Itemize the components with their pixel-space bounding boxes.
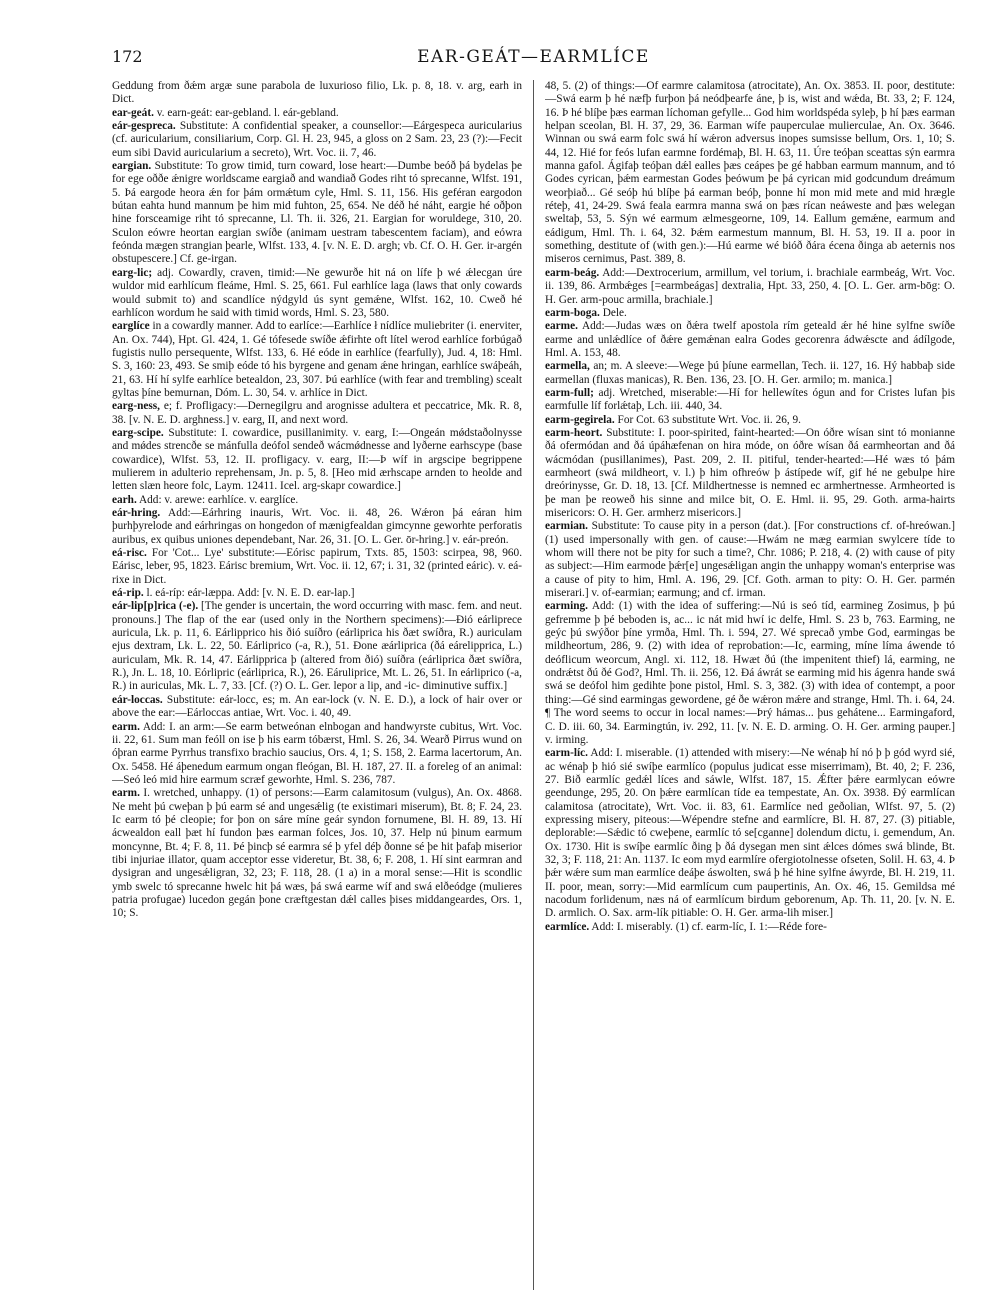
dictionary-entry (545, 360, 955, 387)
entry-text: I. wretched, unhappy. (1) of persons:—Earm calamitosum (vulgus), An. Ox. 4868. Ne meht þú cweþan þ þú earm sé and ungesǽlig (te existimari miserum), Bt. 8; F. 24, 23. Ic earm tó þé cleopie; for þon on sáre míne geár syndon fornumene, Bl. H. 89, 13. Hí ácwealdon eall þæt hí fundon þæs earman folces, Jos. 10, 37. Help nú þinum earmum moncynne, Bt. 4; F. 8, 11. Þé þincþ sé earmra sé þ yfel déþ ðonne sé þe hit þafaþ miserior tibi injuriae illator, quam acceptor esse videretur, Bt. 38, 6; F. 208, 1. Hí sint earmran and dysigran and ungesǽligran, 32, 23; F. 118, 28. (1 a) in a moral sense:—Hit is scondlic ymb swelc tó sprecanne hwelc hit þá wæs, þá swá earme wíf and swá elðeódge (mulieres patria profugae) lucedon gegán þone cræftgestan dǽl calles þises middangeardes, Ors. 1, 10; S. (112, 787, 523, 920)
entry-text: l. eá-ríp: eár-læppa. Add: [v. N. E. D. ear-lap.] (146, 587, 355, 600)
dictionary-entry (545, 921, 955, 934)
entry-headword: earming. (544, 600, 588, 613)
entry-headword: earm-líc. (544, 747, 588, 760)
entry-text: Add: (1) with the idea of suffering:—Nú is seó tíd, earmineg Zosimus, þ þú gefremme þ þé beboden is, ac... ic nát mid hwí ic delfe, Hml. S. 23 b, 763. Earming, ne geýc þú swýðor þíne yrmða, Hml. Th. i. 594, 27. Wé sprecað ymbe God, earmingas be mildheortum, 286, 9. (2) with idea of reprobation:—Ic, earming, míne líma áwende tó deóflicum weorcum, Angl. xi. 112, 18. Hwæt ðú (the impenitent thief) lá, earming, ne ondrǽtst ðú ðé God?, Hml. Th. ii. 256, 12. Ðá áwrát se earming mid his ágenra hande swá swá se deófol him gedihte þone pistol, Hml. S. 3, 382. (3) with idea of contempt, a poor thing:—Gé sind earmingas gewordene, gé ðe wǽron mǽre and strange, Hml. Th. i. 64, 24. ¶ The word seems to occur in local names:—Þrý hámas... þus gehátene... Earmingaford, C. D. iii. 60, 34. Earmingtún, iv. 292, 11. [v. N. E. D. arming. O. H. Ger. arming pauper.] v. irming. (544, 600, 955, 746)
dictionary-entry (545, 600, 955, 747)
dictionary-entry (545, 520, 955, 600)
running-head: EAR-GEÁT—EARMLÍCE (417, 47, 650, 67)
entry-text: in a cowardly manner. Add to earlíce:—Earhlíce ł nídlíce muliebriter (i. enerviter, An. Ox. 744), Hpt. Gl. 424, 1. Gé tófesede swíðe ǽfirhte oft lítel werod earhlíce forbúgað fugistis nullo persequente, Wlfst. 133, 6. Hé eóde in earhlíce (fearfully), Jud. 4, 18: Hml. S. 3, 160: 23, 493. Se smiþ eóde tó his byrgene and genam ǽne hringan, earhlíce swáþeáh, 21, 63. Hí hí sylfe earhlíce betealdon, 23, 307. Þú earhlíce (with fear and trembling) scealt gyltas þíne bemurnan, Dóm. L. 30, 54. v. arhlíce in Dict. (112, 320, 523, 399)
entry-text: Substitute: To cause pity in a person (dat.). [For constructions cf. of-hreówan.] (1) used impersonally with gen. of cause:—Hwám ne mæg earmian swylcere tíde to whom will there not be pity for such a time?, Chr. 1086; P. 218, 4. (2) with cause of pity as subject:—Him earmode þǽr[e] ungesǽligan angin the unhappy woman's enterprise was a cause of pity to him, Hml. A. 196, 29. [Cf. Goth. arman to pity: O. H. Ger. parmén miserari.] v. of-earmian; earmung; and cf. irman. (544, 520, 955, 600)
dictionary-entry (545, 267, 955, 307)
entry-text: For 'Cot... Lye' substitute:—Eórisc papirum, Txts. 85, 1503: scirpea, 98, 960. Eárisc, leber, 95, 1823. Eárisc bremium, Wrt. Voc. ii. 12, 67; i. 31, 32 (printed eáric). v. eá-rixe in Dict. (112, 547, 523, 586)
entry-text: Add: I. miserably. (1) cf. earm-líc, I. 1:—Réde fore- (591, 920, 827, 933)
left-column (112, 80, 522, 1290)
dictionary-entry (112, 107, 522, 120)
entry-headword: ear-geát. (112, 106, 154, 119)
dictionary-entry (545, 747, 955, 920)
entry-headword: eár-lip[p]rica (-e). (112, 600, 199, 613)
entry-text: Geddung from ðǽm argæ sune parabola de luxurioso filio, Lk. p. 8, 18. v. arg, earh in Dict. (112, 80, 523, 106)
entry-text: v. earn-geát: ear-gebland. l. eár-gebland. (156, 106, 339, 119)
entry-headword: eá-risc. (112, 547, 147, 560)
column-rule (533, 80, 534, 1290)
dictionary-entry (545, 427, 955, 520)
entry-text: Add:—Dextrocerium, armillum, vel torium, i. brachiale earmbeág, Wrt. Voc. ii. 139, 86. Armbǽges [=earmbeágas] dextralia, Hpt. 33, 250, 4. [O. L. Ger. arm-bōg: O. H. Ger. arm-pouc armilla, brachiale.] (544, 266, 955, 306)
dictionary-entry (112, 721, 522, 788)
dictionary-entry (112, 160, 522, 267)
entry-text: Substitute: To grow timid, turn coward, lose heart:—Dumbe beóð þá bydelas þe for ege oððe ǽnigre worldscame eargiað and wandiað Godes riht tó sprecanne, Wlfst. 191, 5. Þá eargode heora ǽn for þám ormǽtum cyle, Hml. S. 11, 156. His geféran eargodon bútan eahta hund mannum þe him mid fuhton, 25, 654. Ne déð hé náht, eargie hé oðþon hine forsceamige riht tó sprecanne, Ll. Th. ii. 326, 21. Eargian for woruldege, 310, 20. Sculon eówre heortan eargian swíðe (animam uestram tabescentem faciam), and eówra feónda mægen strangian þearle, Wlfst. 133, 4. [v. N. E. D. argh; vb. Cf. O. H. Ger. ir-argén obstupescere.] Cf. ge-irgan. (112, 160, 523, 266)
dictionary-entry (545, 320, 955, 360)
dictionary-entry (112, 80, 522, 107)
dictionary-entry (545, 307, 955, 320)
page-number: 172 (112, 47, 143, 66)
dictionary-entry (112, 507, 522, 547)
page-header (112, 47, 955, 75)
dictionary-entry (112, 267, 522, 320)
entry-headword: eá-rip. (112, 587, 144, 600)
entry-headword: earg-scipe. (112, 426, 164, 439)
dictionary-entry (112, 494, 522, 507)
entry-text: Substitute: eár-locc, es; m. An ear-lock (v. N. E. D.), a lock of hair over or above the ear:—Eárloccas antiae, Wrt. Voc. i. 40, 49. (112, 693, 523, 720)
dictionary-entry (112, 320, 522, 400)
dictionary-entry (545, 387, 955, 414)
entry-headword: eár-gespreca. (112, 120, 176, 133)
entry-headword: eár-hring. (112, 507, 161, 519)
entry-text: Substitute: I. poor-spirited, faint-hearted:—On óðre wísan sint tó monianne ðá ofermódan and ðá úpáhæfenan on hira móde, on óðre wísan ðá earmheortan and ðá wácmódan (pusillanimes), Past. 209, 2. II. pitiful, tender-hearted:—Hé wæs tó þám earmheort (swá mildheort, v. l.) þ him ofhreów þ ástípede wíf, gif hé ne gebulpe hire dreórinysse, Gr. D. 18, 13. [Cf. Mildhertnesse is nemned ec armhertnesse. Armheorted is þe man þe reoweð his sinne and milce bit, O. E. Hml. ii. 95, 29. Goth. arma-hairts misericors: O. H. Ger. armherz misericors.] (544, 426, 955, 519)
dictionary-entry (112, 587, 522, 600)
entry-text: For Cot. 63 substitute Wrt. Voc. ii. 26, 9. (617, 413, 801, 426)
entry-headword: earm-gegirela. (544, 413, 615, 426)
entry-headword: earglíce (112, 320, 150, 333)
entry-text: Substitute: I. cowardice, pusillanimity. v. earg, I:—Ongeán mǿdstaðolnysse and mǿdes strencðe se mánfulla deófol sendeð wácmǿdnesse and lyðerne earhscype (base cowardice), Wlfst. 53, 12. II. profligacy. v. earg, II:—Þ wíf in argscipe begrippene mulierem in adulterio reprehensam, Jn. p. 5, 8. [Heo mid ærhscape arnden to heolde and letten slæn heore folc, Laym. 12411. Icel. arg-skapr cowardice.] (112, 426, 523, 493)
dictionary-entry (112, 787, 522, 920)
dictionary-entry (545, 414, 955, 427)
entry-headword: earm-heort. (544, 426, 603, 439)
text-columns (112, 80, 955, 1290)
entry-text: [The gender is uncertain, the word occurring with masc. fem. and neut. pronouns.] The flap of the ear (used only in the Northern specimens):—Ðió eárliprece auricula, Lk. p. 11, 6. Eárlipprico his ðió suíðro (eárliprica his ðæt swíðra, R.) auriculam ejus dextram, Lk. L. 22, 50. Eárliprico (-a, R.), 51. Ðone æárliprica (ðá eárelipprica, L.) auriculam, Mk. R. 14, 47. Eárlipprica þ (altered from ðió) suíðra (eárliprica ðæt swíðra, R.), Jn. L. 18, 10. Eórlipric (eárliprica, R.), 26. Eáruliprice, Mt. L. 26, 51. In eárliprico (-a, R.) in auriculas, Mk. L. 7, 33. [Cf. (?) O. L. Ger. lepor a lip, and -ic- diminutive suffix.] (112, 600, 523, 693)
entry-headword: earmian. (544, 520, 588, 533)
entry-headword: earg-ness, (112, 400, 161, 413)
entry-headword: earm-boga. (544, 306, 600, 319)
dictionary-entry (112, 694, 522, 721)
entry-text: an; m. A sleeve:—Wege þú þíune earmellan, Tech. ii. 127, 16. Hý habbaþ side earmellan (fluxas manicas), R. Ben. 136, 23. [O. H. Ger. armilo; m. manica.] (544, 360, 955, 386)
entry-text: Add: I. miserable. (1) attended with misery:—Ne wénaþ hí nó þ þ gód wyrd sié, ac wénaþ þ hió sié swíþe earmlíco (populus judicat esse miserrimam), Bt. 40, 2; F. 236, 27. Bið earmlíc gedǽl líces and sáwle, Wlfst. 187, 15. Ǽfter þǽre earmlycan eówre geendunge, 295, 20. On þǽre earmlícan tíde ea tempestate, An. Ox. 3938. Ðý earmlícan calamitosa (atrocitate), Wrt. Voc. ii. 83, 61. Earmlíce ned geðolian, Wlfst. 97, 5. (2) expressing misery, piteous:—Wépendre stefne and earmlícre, Bl. H. 87, 27. (3) pitiable, deplorable:—Sǽdic tó cweþene, earmlíc tó se[cganne] dolendum dictu, i. gemendum, An. Ox. 1730. Hit is swíþe earmlíc ðing þ ðá dysegan men sint ǽlces dómes swá blinde, Bt. 32, 3; F. 118, 21: An. 1137. Ic eom myd earmlíre ofergiotolnesse ofseten, Solil. H. 63, 4. Þ þǽr wǽre sum man earmlíce deáþe áswolten, swá þ hé hine sylfne áwyrde, Bl. H. 219, 11. II. poor, mean, sorry:—Mid earmlícum cum paupertinis, An. Ox. 46, 15. Gemildsa mé nacodum forlidenum, næs ná of earmlícum birdum geborenum, Ap. Th. 11, 20. [v. N. E. D. armlich. O. Sax. arm-lík pitiable: O. H. Ger. arma-lih miser.] (544, 747, 955, 920)
entry-text: adj. Cowardly, craven, timid:—Ne gewurðe hit ná on lífe þ wé ǽlecgan úre wuldor mid earhlícum fleáme, Hml. S. 25, 661. Ful earhlíce laga (laws that only cowards would submit to) and scandlíce nýdgyld ús synt gemǽne, Wlfst. 162, 10. Cweð hé earhlícon wordum he said with timid words, Hml. S. 23, 580. (112, 266, 523, 319)
dictionary-entry (112, 547, 522, 587)
entry-text: 48, 5. (2) of things:—Of earmre calamitosa (atrocitate), An. Ox. 3853. II. poor, destitute:—Swá earm þ hé næfþ furþon þá neódþearfe áne, þ is, wist and wǽda, Bt. 33, 2; F. 124, 16. Þ hé blíþe þæs earman líchoman gefylle... God him worldspéda syleþ, þ hí þæs earman helpan sceolan, Bl. H. 37, 29, 36. Earman wífe pauperculae mulierculae, An. Ox. 3646. Winnan ou swá earm folc swá hí wǽron adversus inopes sumsisse bellum, Ors. 1, 10; S. 44, 12. Hié for feós lufan earmne fordémaþ, Bl. H. 63, 11. Úre teóþan sceattas sýn earmra manna gafol. Ágifaþ teóþan dǽl ealles þæs ceápes þe gé habban earmum mannum, and tó Godes cyrican, þǽm earmestan Godes þeówum þe þá cyrican mid godcundum dreámum weorþiað... Gé seóþ hú blíþe þá earman beóþ, þonne hí mon mid mete and mid hrægle réteþ, 41, 24-29. Swá feala earmra manna swá on þæs rícan neáweste and þæs welegan sweltaþ, 53, 5. Sýn wé earmum ælmesgeorne, 109, 14. Eallum gemǽne, earmum and eádigum, Hml. Th. i. 64, 32. Þǽm earmestum mannum, Bl. H. 53, 19. II a. poor in something, destitute of (with gen.):—Hú earme wé bióð ðára écena ðinga ab aeternis nos miseros cernimus, Past. 389, 8. (544, 80, 955, 266)
right-column (545, 80, 955, 1290)
entry-text: Add:—Eárhring inauris, Wrt. Voc. ii. 48, 26. Wǽron þá eáran him þurhþyrelode and eárhringas on hongedon of mænigfealdan gimcynne geworhte perforatis auribus, ex quibus uniones dependebant, Nar. 26, 31. [O. L. Ger. ōr-hring.] v. eár-preón. (112, 507, 523, 546)
entry-headword: earmella, (544, 360, 590, 373)
entry-text: e; f. Profligacy:—Dernegilgru and arognisse adultera et peccatrice, Mk. R. 8, 38. [v. N. E. D. arghness.] v. earg, II, and next word. (112, 400, 523, 426)
entry-text: adj. Wretched, miserable:—Hí for hellewítes ógun and for Cristes lufan þis earmfulle líf forlǽtaþ, Lch. iii. 440, 34. (544, 386, 955, 413)
entry-headword: earmlíce. (544, 920, 590, 933)
entry-headword: earm-full; (544, 386, 594, 399)
entry-headword: eargian. (112, 160, 152, 173)
entry-text: Add: I. an arm:—Se earm betweónan elnbogan and handwyrste cubitus, Wrt. Voc. ii. 22, 61. Sum man feóll on ise þ his earm tóbærst, Hml. S. 26, 34. Wearð Pirrus wund on óþran earme Pyrrhus transfixo brachio saucius, Ors. 4, 1; S. 158, 2. Earma lacertorum, An. Ox. 5458. Hé áþenedum earmum ongan fleógan, Bl. H. 187, 27. II. a foreleg of an animal:—Seó leó mid hire earmum scræf geworhte, Hml. S. 236, 787. (112, 720, 523, 786)
dictionary-entry (112, 600, 522, 693)
entry-headword: earm. (112, 787, 140, 800)
entry-headword: eár-loccas. (112, 693, 163, 706)
entry-text: Dele. (602, 306, 627, 319)
entry-headword: earg-lic; (112, 266, 153, 279)
entry-headword: earm. (112, 720, 140, 733)
entry-text: Add: v. arewe: earhlíce. v. earglíce. (139, 493, 299, 506)
entry-text: Substitute: A confidential speaker, a counsellor:—Eárgespeca auricularius (cf. auricularium, consiliarium, Corp. Gl. H. 23, 945, a gloss on 2 Sam. 23, 23 (?):—Fecit eum sibi David auricularium a secreto), Wrt. Voc. ii. 7, 46. (112, 120, 523, 159)
dictionary-entry (112, 400, 522, 427)
dictionary-entry (112, 427, 522, 494)
entry-headword: earh. (112, 493, 137, 506)
entry-headword: earm-beág. (544, 266, 600, 279)
entry-text: Add:—Judas wæs on ðǽra twelf apostola rím geteald ǽr hé hine sylfne swíðe earme and unlǽdlíce of ðǽre gemǽnan ealra Godes gecorenra ádwǽscte and ádílgode, Hml. A. 153, 48. (544, 320, 955, 359)
dictionary-entry (545, 80, 955, 267)
dictionary-entry (112, 120, 522, 160)
entry-headword: earme. (544, 320, 578, 333)
